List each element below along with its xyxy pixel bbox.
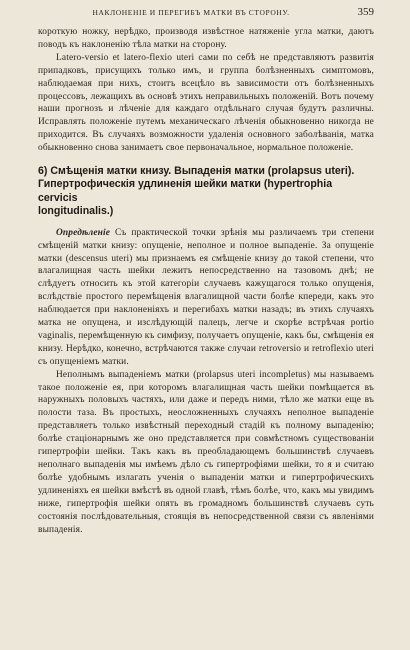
- running-head: [38, 6, 374, 22]
- running-title: НАКЛОНЕНІЕ И ПЕРЕГИБЪ МАТКИ ВЪ СТОРОНУ.: [92, 8, 290, 17]
- paragraph-latero-versio: Latero-versio et latero-flexio uteri сами по себѣ не представляютъ развитія припадковъ, присущихъ только имъ, и группа болѣзненныхъ симптомовъ, наблюдаемая при нихъ, стоитъ всецѣло въ зависимости отъ болѣзненныхъ процессовъ, лежащихъ въ основѣ этихъ неправильныхъ положеній. Вотъ почему наши прогнозъ и лѣченіе для каждаго отдѣльнаго случая будутъ различны. Исправлять положеніе путемъ механическаго лѣченія обыкновенно никогда не приходится. Въ случаяхъ возможности удаленія основного заболѣванія, матка обыкновенно снова занимаетъ свое первоначальное, нормальное положеніе.: [38, 52, 374, 154]
- page-number: 359: [357, 6, 374, 18]
- paragraph-continuation: короткую ножку, нерѣдко, производя извѣстное натяженіе угла матки, даютъ поводъ къ наклоненію тѣла матки на сторону.: [38, 27, 374, 50]
- paragraph-definition: [38, 227, 374, 369]
- definition-text: Съ практической точки зрѣнія мы различаемъ три степени смѣщеній матки книзу: опущеніе, неполное и полное выпаденіе. За опущеніе матки (descensus uteri) мы признаемъ ея смѣщеніе книзу до такой степени, что влагалищная часть шейки лежитъ непосредственно на тазовомъ днѣ; не слѣдуетъ относить къ этой категоріи случаевъ кажущагося только опущенія, вслѣдствіе простого перемѣщенія влагалищной части болѣе кпереди, какъ это наблюдается при наклоненіяхъ и перегибахъ матки назадъ; въ этихъ случаяхъ матка не опущена, и изслѣдующій палецъ, легче и скорѣе встрѣчая portio vaginalis, перемѣщенную къ симфизу, получаетъ опущеніе, какъ бы, смѣщенія ея книзу. Нерѣдко, конечно, встрѣчаются также случаи retroversio и retroflexio uteri съ опущеніемъ матки.: [38, 227, 374, 367]
- section-heading-line-2: Гипертрофическія удлиненія шейки матки (hypertrophia cervicis: [38, 178, 333, 204]
- definition-lead: Опредѣленіе: [56, 227, 111, 238]
- section-heading: [38, 165, 374, 219]
- section-heading-line-1: 6) Смѣщенія матки книзу. Выпаденія матки (prolapsus uteri).: [38, 165, 355, 178]
- paragraph-incomplete-prolapse: Неполнымъ выпаденіемъ матки (prolapsus uteri incompletus) мы называемъ такое положеніе ея, при которомъ влагалищная часть шейки помѣщается въ наружныхъ половыхъ частяхъ, или даже и передъ ними, тѣло же матки еще въ полости таза. Въ простыхъ, неосложненныхъ случаяхъ неполное выпаденіе представляетъ только извѣстный переходный стадій къ полному выпаденію; болѣе стаціонарнымъ же оно представляется при совмѣстномъ существованіи гипертрофіи шейки. Такъ какъ въ преобладающемъ большинствѣ случаевъ неполнаго выпаденія мы имѣемъ дѣло съ гипертрофіями шейки, то я и считаю болѣе удобнымъ излагать ученія о выпаденіи матки и гипертрофическихъ удлиненіяхъ ея шейки вмѣстѣ въ одной главѣ, тѣмъ болѣе, что, какъ мы увидимъ ниже, гипертрофія шейки опять въ громадномъ большинствѣ случаевъ суть состоянія послѣдовательныя, стоящія въ непосредственной связи съ явленіями выпаденія.: [38, 369, 374, 535]
- section-heading-line-3: longitudinalis.): [38, 205, 114, 218]
